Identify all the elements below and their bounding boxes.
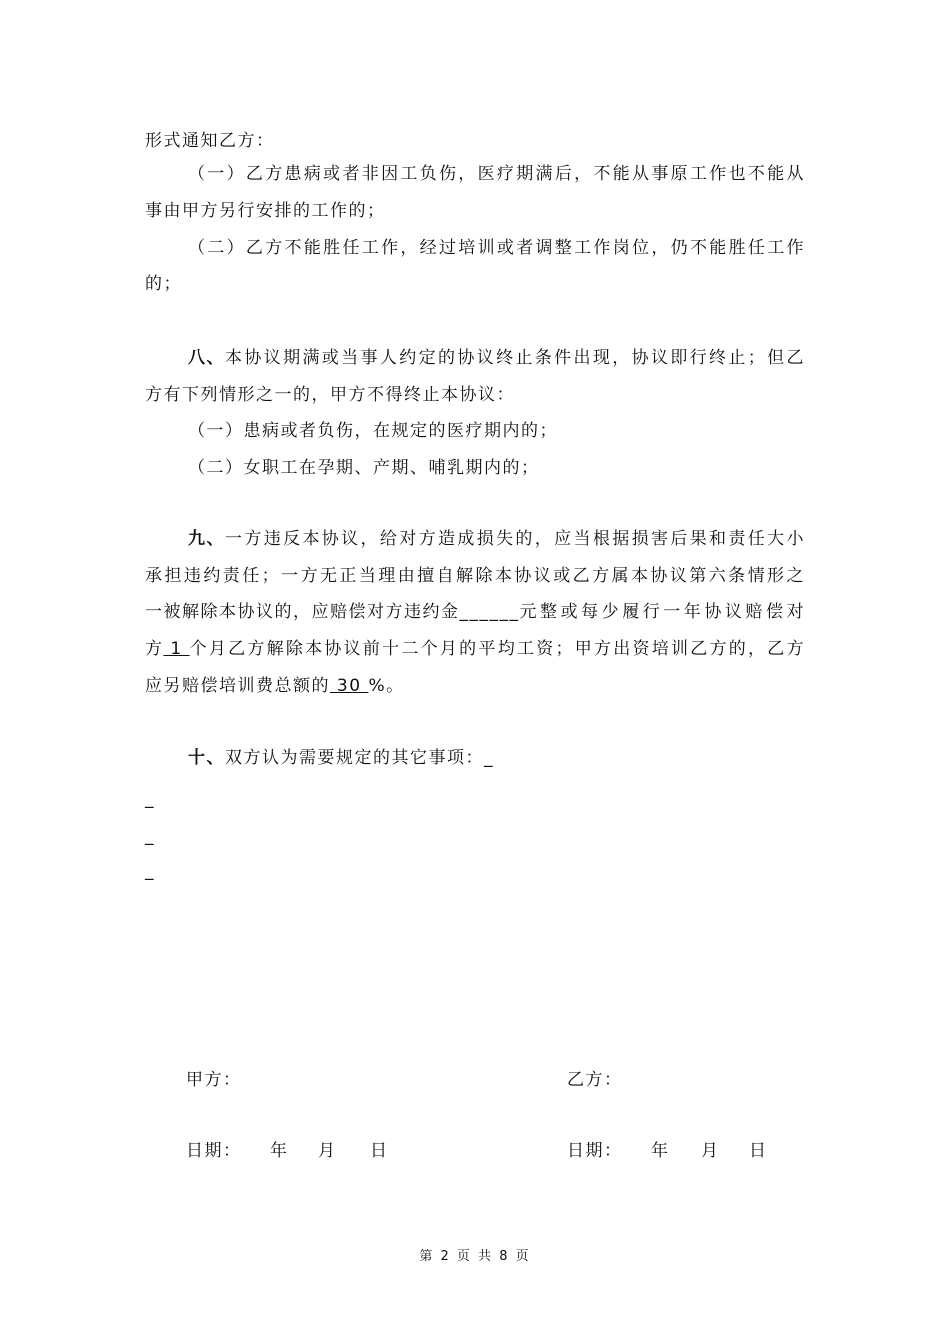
- text-line: （一）乙方患病或者非因工负伤，医疗期满后，不能从事原工作也不能从: [188, 164, 805, 184]
- date-year: 年: [651, 1141, 670, 1161]
- text-line: 方有下列情形之一的，甲方不得终止本协议：: [145, 385, 515, 405]
- blank-line: _: [145, 789, 155, 809]
- date-label: 日期：: [567, 1141, 623, 1161]
- text-line: [145, 675, 805, 697]
- text-segment: %。: [368, 676, 405, 696]
- section-9-first-line: [188, 528, 805, 550]
- text-line: 承担违约责任；一方无正当理由擅自解除本协议或乙方属本协议第六条情形之: [145, 566, 805, 586]
- party-a-date: [186, 1140, 389, 1162]
- text-line: 的；: [145, 274, 182, 294]
- date-label: 日期：: [186, 1141, 242, 1161]
- percent-blank: 30: [330, 676, 369, 696]
- date-day: 日: [749, 1141, 768, 1161]
- page-number-footer: 第 2 页 共 8 页: [419, 1249, 531, 1264]
- text-segment: 元整或每少履行一年协议赔偿对: [519, 602, 805, 622]
- text-line: [145, 638, 805, 660]
- date-year: 年: [270, 1141, 289, 1161]
- date-month: 月: [318, 1141, 337, 1161]
- text-line: （二）乙方不能胜任工作，经过培训或者调整工作岗位，仍不能胜任工作: [188, 238, 805, 258]
- text-segment: 方: [145, 639, 164, 659]
- date-month: 月: [701, 1141, 720, 1161]
- date-day: 日: [370, 1141, 389, 1161]
- text-line: 形式通知乙方：: [145, 131, 275, 151]
- party-b-date: [567, 1140, 768, 1162]
- text-line: 本协议期满或当事人约定的协议终止条件出现，协议即行终止；但乙: [225, 348, 805, 368]
- text-line: （二）女职工在孕期、产期、哺乳期内的；: [188, 458, 540, 478]
- section-8-heading: 八、: [188, 348, 225, 368]
- blank-line: _: [145, 826, 155, 846]
- text-line: 一方违反本协议，给对方造成损失的，应当根据损害后果和责任大小: [225, 529, 805, 549]
- section-9-heading: 九、: [188, 529, 225, 549]
- text-segment: 个月乙方解除本协议前十二个月的平均工资；甲方出资培训乙方的，乙方: [189, 639, 805, 659]
- section-10-heading: 十、: [188, 748, 225, 768]
- text-line: [145, 601, 805, 623]
- penalty-amount-blank: ______: [459, 602, 520, 622]
- text-segment: 应另赔偿培训费总额的: [145, 676, 330, 696]
- text-segment: 双方认为需要规定的其它事项：_: [225, 748, 494, 768]
- blank-line: _: [145, 861, 155, 881]
- text-segment: 一被解除本协议的，应赔偿对方违约金: [145, 602, 460, 622]
- party-b-label: 乙方：: [567, 1070, 623, 1090]
- section-8-first-line: [188, 347, 805, 369]
- party-a-label: 甲方：: [186, 1070, 242, 1090]
- text-line: （一）患病或者负伤，在规定的医疗期内的；: [188, 421, 558, 441]
- text-line: 事由甲方另行安排的工作的；: [145, 201, 386, 221]
- section-10-line: [188, 747, 805, 769]
- months-blank: 1: [163, 639, 190, 659]
